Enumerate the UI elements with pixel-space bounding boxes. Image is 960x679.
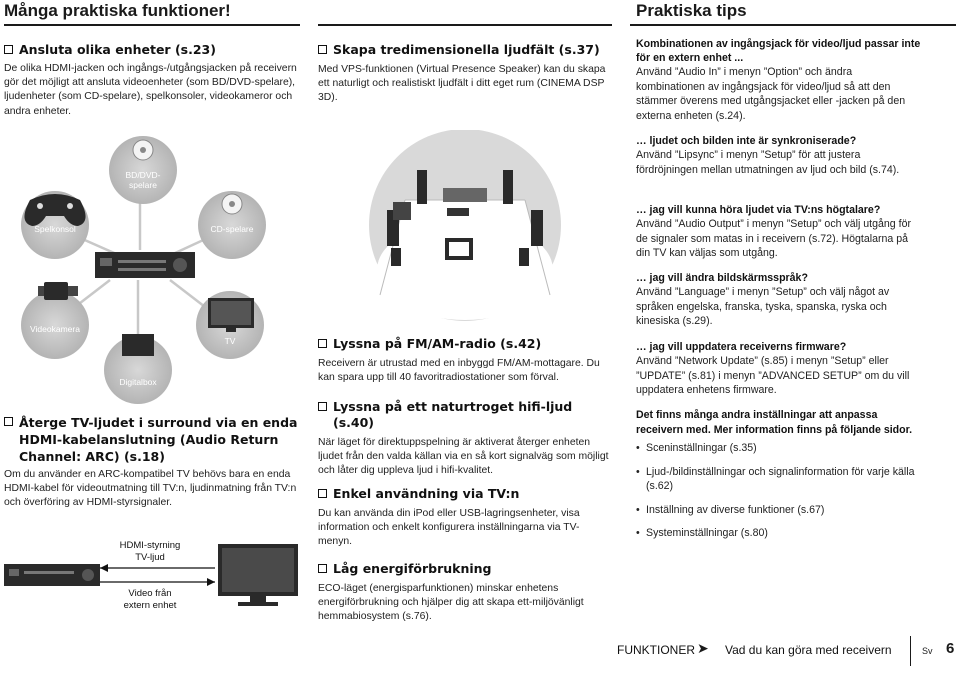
section-skapa (318, 42, 612, 106)
section-body: De olika HDMI-jacken och ingångs-/utgångsjacken på receivern gör det möjligt att ansluta videoenheter (som BD/DVD-spelare), ljudenheter (som CD-spelare), spelkonsoler, videokameror och andra enheter. (4, 63, 297, 117)
section-hifi (318, 399, 612, 479)
video-label-line1: Video från (128, 588, 172, 599)
section-body: Du kan använda din iPod eller USB-lagringsenheter, visa information och enkelt konfigurera inställningarna via TV-menyn. (318, 508, 580, 548)
checkbox-icon (318, 339, 327, 348)
hdmi-label-line1: HDMI-styrning (119, 540, 181, 551)
footer-section-link[interactable]: FUNKTIONER (617, 643, 695, 657)
subwoofer-icon (393, 202, 411, 220)
list-item[interactable]: • Ljud-/bildinställningar och signalinformation för varje källa (s.62) (636, 465, 922, 494)
speaker-icon (519, 248, 529, 266)
section-heading: Återge TV-ljudet i surround via en enda HDMI-kabelanslutning (Audio Return Channel: ARC) (s.18) (4, 414, 300, 465)
page-title: Många praktiska funktioner! (4, 1, 231, 20)
title-rule (4, 24, 300, 26)
arc-diagram (0, 530, 310, 630)
list-item[interactable]: • Sceninställningar (s.35) (636, 441, 922, 456)
receiver-icon (4, 564, 100, 586)
bd-label-line2: spelare (129, 180, 157, 190)
tip-question: … jag vill ändra bildskärmsspråk? (636, 272, 808, 284)
checkbox-icon (4, 417, 13, 426)
section-body: ECO-läget (energisparfunktionen) minskar enhetens energiförbrukning och hjälper dig att skapa ett-miljövänligt hemmabiosystem (s.76). (318, 583, 584, 623)
tip-1 (636, 37, 922, 123)
section-aterge (4, 414, 300, 511)
tv-icon (208, 298, 254, 332)
tip-3 (636, 203, 922, 261)
receiver-icon (95, 252, 195, 278)
tip-answer: Använd ”Lipsync” i menyn ”Setup” för att justera fördröjningen mellan utmatningen av ljud och bild (s.74). (636, 149, 900, 176)
checkbox-icon (318, 489, 327, 498)
settings-list (636, 441, 922, 550)
videokamera-label: Videokamera (30, 324, 80, 334)
section-heading: Låg energiförbrukning (318, 561, 612, 577)
section-heading: Enkel användning via TV:n (318, 486, 612, 502)
tip-question: … jag vill uppdatera receiverns firmware? (636, 341, 847, 353)
speaker-icon (531, 210, 543, 246)
section-heading: Lyssna på FM/AM-radio (s.42) (318, 336, 612, 352)
section-lyssna (318, 336, 612, 385)
spelkonsol-label: Spelkonsol (34, 224, 76, 234)
tips-title: Praktiska tips (636, 1, 747, 20)
connection-diagram (0, 130, 300, 420)
tip-4 (636, 271, 922, 329)
footer-divider (910, 636, 911, 666)
section-heading: Ansluta olika enheter (s.23) (4, 42, 300, 58)
section-body: När läget för direktuppspelning är aktiverat återger enheten ljudet från den valda källan via en så kort signalväg som möjligt och låter dig uppleva ljud i hifi-kvalitet. (318, 437, 609, 477)
tv-icon (218, 544, 298, 606)
section-anslut (4, 42, 300, 119)
checkbox-icon (318, 45, 327, 54)
section-heading: Lyssna på ett naturtroget hifi-ljud (s.40) (318, 399, 612, 431)
tip-answer: Använd ”Audio In” i menyn ”Option” och ändra kombinationen av ingångsjack för video/ljud så att den stämmer överens med utgångsjacket eller -jacken på den externa enheten (s.24). (636, 66, 906, 122)
tips-rule (630, 24, 956, 26)
tip-answer: Använd ”Network Update” (s.85) i menyn ”Setup” eller ”UPDATE” (s.81) i menyn ”ADVANCED SETUP” om du vill uppdatera enhetens firmware. (636, 355, 910, 396)
more-settings-note: Det finns många andra inställningar att anpassa receivern med. Mer information finns på följande sidor. (636, 409, 913, 436)
tip-answer: Använd ”Language” i menyn ”Setup” och välj något av språken engelska, franska, tyska, spanska, ryska och kinesiska (s.29). (636, 286, 890, 327)
checkbox-icon (4, 45, 13, 54)
vps-illustration (365, 130, 565, 325)
checkbox-icon (318, 564, 327, 573)
tip-question: … ljudet och bilden inte är synkroniserade? (636, 135, 857, 147)
digitalbox-icon (122, 334, 154, 356)
tip-2 (636, 134, 922, 177)
video-label-line2: extern enhet (123, 600, 177, 611)
tip-question: … jag vill kunna höra ljudet via TV:ns högtalare? (636, 204, 881, 216)
language-code: Sv (922, 646, 933, 656)
section-body: Receivern är utrustad med en inbyggd FM/AM-mottagare. Du kan spara upp till 40 favoritradiostationer som förval. (318, 358, 600, 384)
title-rule-middle (318, 24, 612, 26)
speaker-icon (417, 170, 427, 204)
speaker-icon (503, 170, 513, 204)
section-heading: Skapa tredimensionella ljudfält (s.37) (318, 42, 612, 58)
list-item[interactable]: • Inställning av diverse funktioner (s.67) (636, 503, 922, 518)
arrow-right-icon: ➤ (697, 640, 709, 656)
hdmi-label-line2: TV-ljud (135, 552, 165, 563)
footer-subtitle-link[interactable]: Vad du kan göra med receivern (725, 643, 892, 657)
section-enkel (318, 486, 612, 550)
digitalbox-label: Digitalbox (119, 377, 157, 387)
tip-answer: Använd ”Audio Output” i menyn ”Setup” och välj utgång för de signaler som matas in i receivern (s.72). Högtalarna på din TV kan väljas som utgång. (636, 218, 912, 259)
speaker-icon (391, 248, 401, 266)
list-item[interactable]: • Systeminställningar (s.80) (636, 526, 922, 541)
page-number: 6 (946, 640, 955, 657)
section-body: Om du använder en ARC-kompatibel TV behövs bara en enda HDMI-kabel för videoutmatning till TV:n, ljudinmatning från TV:n och överföring av HDMI-styrsignaler. (4, 469, 297, 509)
section-lag (318, 561, 612, 625)
checkbox-icon (318, 402, 327, 411)
section-body: Med VPS-funktionen (Virtual Presence Speaker) kan du skapa ett naturligt och realistiskt ljudfält i ditt eget rum (CINEMA DSP 3D). (318, 64, 606, 104)
tv-label: TV (224, 336, 236, 346)
tip-question: Kombinationen av ingångsjack för video/ljud passar inte för en extern enhet ... (636, 38, 921, 64)
cd-label: CD-spelare (210, 224, 254, 234)
center-speaker-icon (443, 188, 487, 202)
tip-5 (636, 340, 922, 398)
bd-label-line1: BD/DVD- (125, 170, 161, 180)
